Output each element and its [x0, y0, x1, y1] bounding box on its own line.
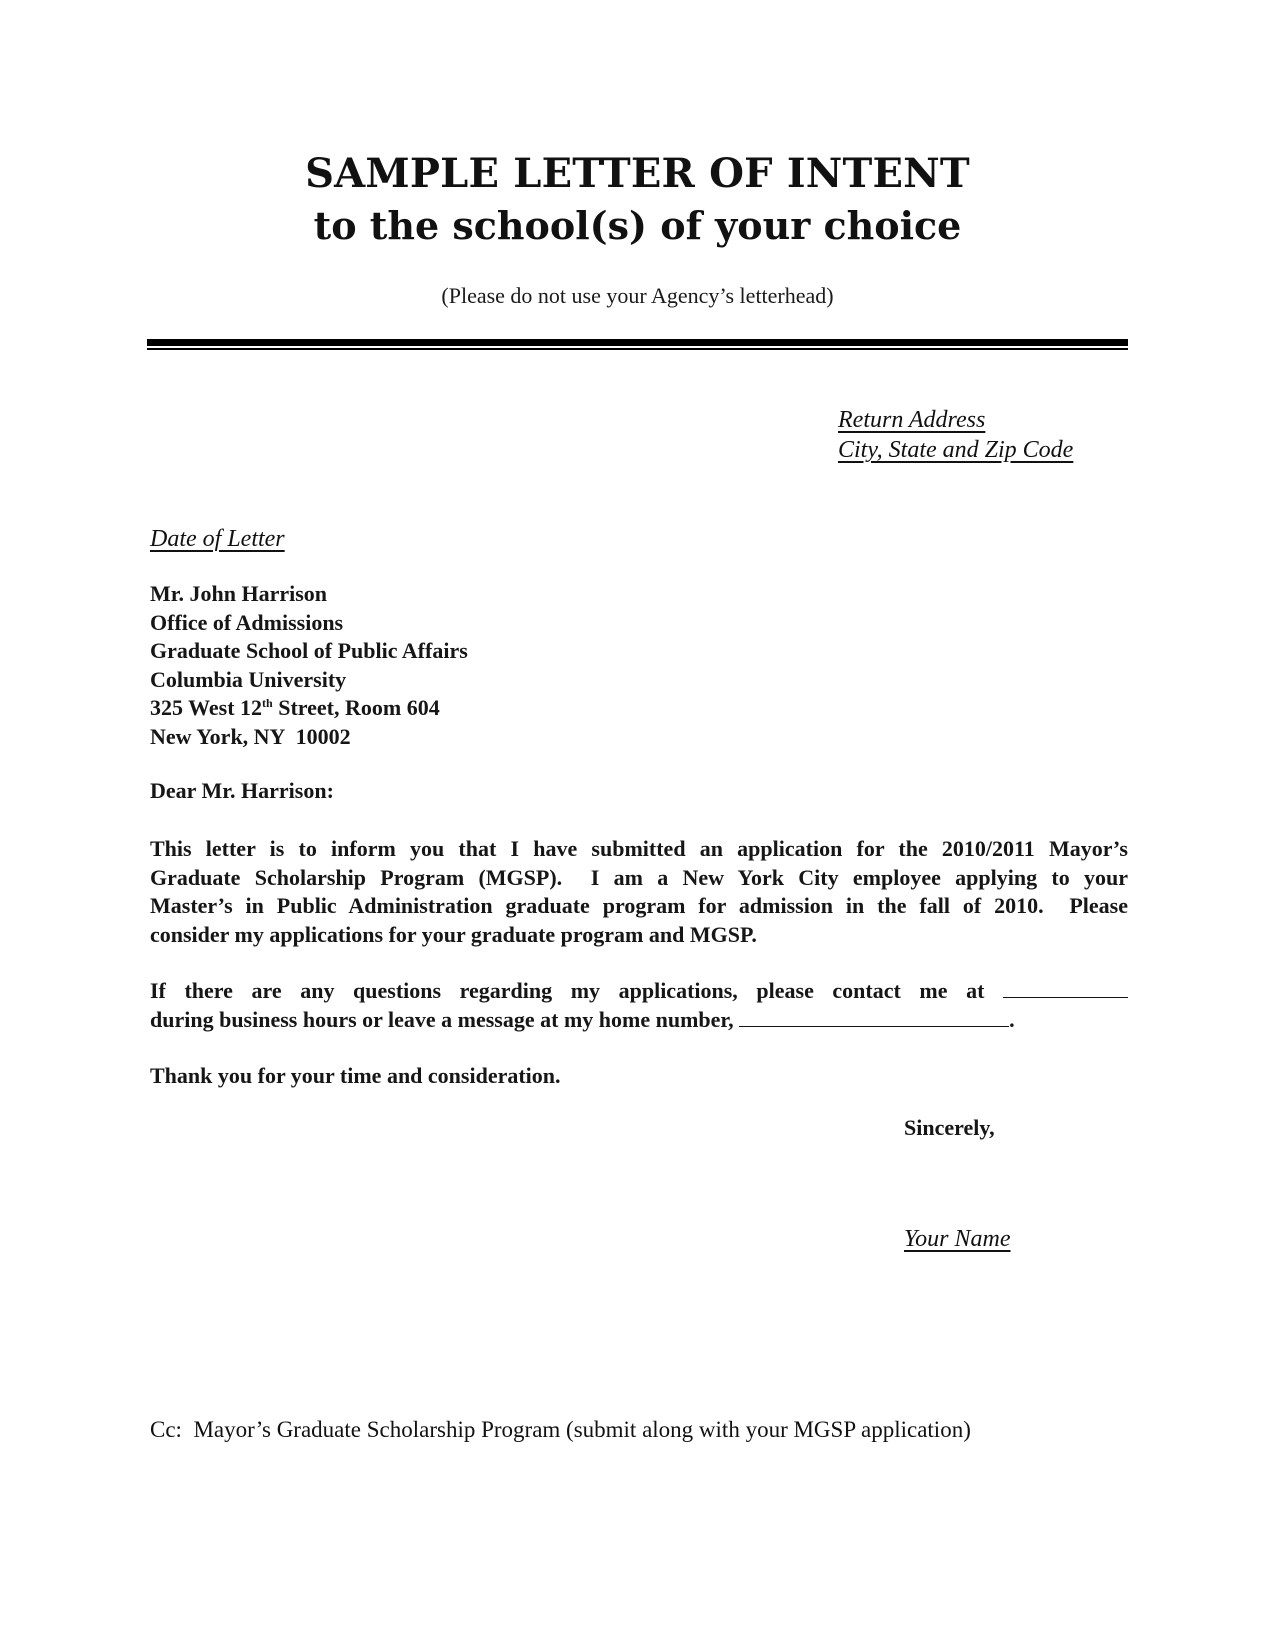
recipient-name: Mr. John Harrison: [150, 581, 328, 606]
salutation: Dear Mr. Harrison:: [150, 778, 334, 803]
letterhead-note: (Please do not use your Agency’s letterhead): [441, 283, 834, 308]
paragraph-contact: [150, 977, 1128, 1034]
header-rule-thin: [147, 348, 1128, 350]
city-state-zip-line: City, State and Zip Code: [838, 437, 1074, 463]
recipient-city-line: New York, NY 10002: [150, 723, 351, 749]
document-title: SAMPLE LETTER OF INTENT: [305, 150, 970, 197]
contact-line-text: during business hours or leave a message at my home number,: [150, 1006, 740, 1032]
recipient-street: [150, 694, 468, 723]
document-subtitle: to the school(s) of your choice: [313, 203, 962, 248]
work-phone-blank: [1003, 979, 1128, 998]
paragraph-application: [150, 835, 1128, 949]
paragraph-line: Master’s in Public Administration graduate program for admission in the fall of 2010. Please: [150, 893, 1128, 918]
return-address-line: Return Address: [838, 407, 986, 433]
recipient-university: Columbia University: [150, 666, 347, 692]
paragraph-line: Graduate Scholarship Program (MGSP). I am a New York City employee applying to your: [150, 864, 1128, 890]
paragraph-line: consider my applications for your graduate program and MGSP.: [150, 921, 757, 947]
paragraph-line: This letter is to inform you that I have submitted an application for the 2010/2011 Mayor’s: [150, 836, 1128, 861]
recipient-address-block: [150, 580, 468, 751]
street-ordinal-suffix: th: [262, 696, 273, 710]
period: .: [1009, 1006, 1015, 1032]
paragraph-line: [150, 1006, 1128, 1035]
closing-sincerely: Sincerely,: [904, 1115, 995, 1140]
home-phone-blank: [739, 1008, 1009, 1027]
street-suffix: Street, Room 604: [272, 695, 440, 720]
closing-thanks: Thank you for your time and consideration.: [150, 1063, 561, 1088]
paragraph-line: [150, 977, 1128, 1006]
street-prefix: 325 West 12: [150, 695, 263, 720]
recipient-school: Graduate School of Public Affairs: [150, 638, 468, 663]
signature-name: Your Name: [904, 1226, 1011, 1252]
date-of-letter: Date of Letter: [150, 526, 285, 552]
header-rule-thick: [147, 339, 1128, 346]
contact-line-text: If there are any questions regarding my applications, please contact me at: [150, 978, 1003, 1003]
cc-line: Cc: Mayor’s Graduate Scholarship Program (submit along with your MGSP application): [150, 1417, 971, 1442]
recipient-office: Office of Admissions: [150, 609, 344, 635]
